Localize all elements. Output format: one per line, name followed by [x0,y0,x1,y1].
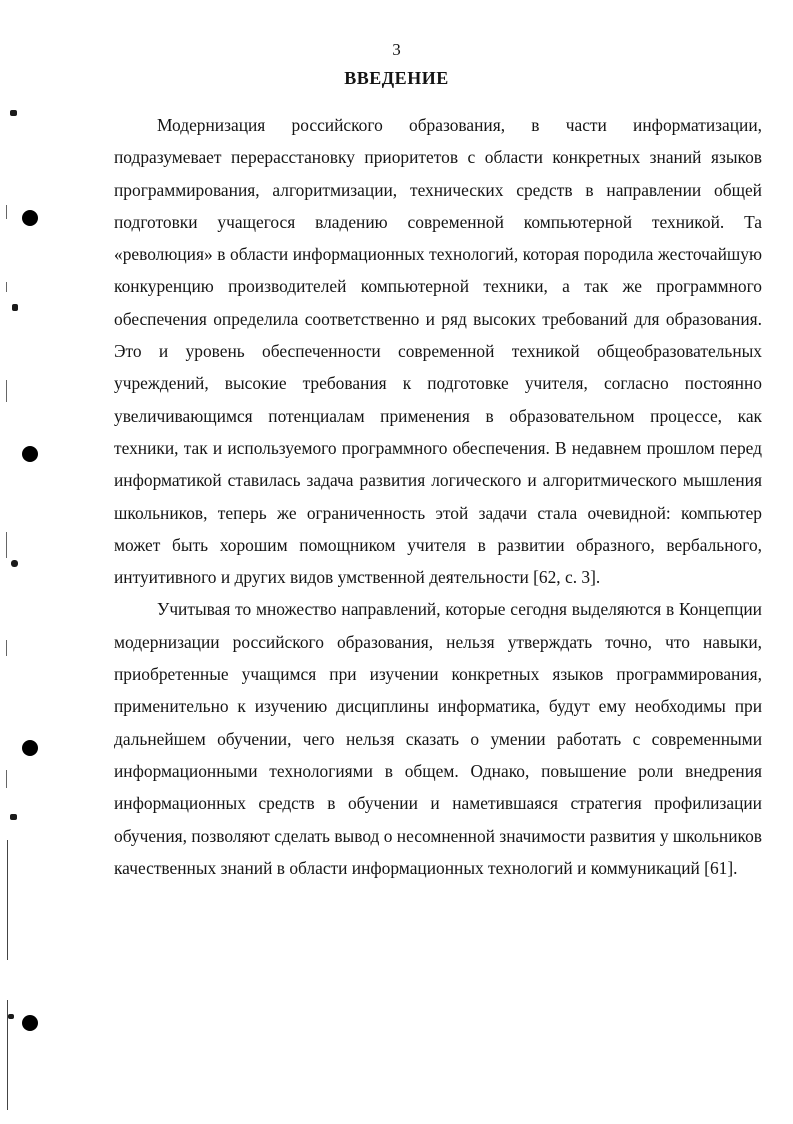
margin-tick [6,282,7,292]
margin-speck [11,560,18,567]
binding-hole [22,1015,38,1031]
margin-tick [6,532,7,558]
margin-tick [6,640,7,656]
paragraph-2: Учитывая то множество направлений, которые сегодня выделяются в Концепции модернизации российского образования, нельзя утверждать точно, что навыки, приобретенные учащимся при изучении конкретных языков программирования, применительно к изучению дисциплины информатика, будут ему необходимы при дальнейшем обучении, чего нельзя сказать о умении работать с современными информационными технологиями в общем. Однако, повышение роли внедрения информационных средств в обучении и наметившаяся стратегия профилизации обучения, позволяют сделать вывод о несомненной значимости развития у школьников качественных знаний в области информационных технологий и коммуникаций [61]. [114,599,762,878]
margin-speck [10,814,17,820]
paragraph-1: Модернизация российского образования, в части информатизации, подразумевает перерасстановку приоритетов с области конкретных знаний языков программирования, алгоритмизации, технических средств в направлении общей подготовки учащегося владению современной компьютерной техникой. Та «революция» в области информационных технологий, которая породила жесточайшую конкуренцию производителей компьютерной техники, а так же программного обеспечения определила соответственно и ряд высоких требований для образования. Это и уровень обеспеченности современной техникой общеобразовательных учреждений, высокие требования к подготовке учителя, согласно постоянно увеличивающимся потенциалам применения в образовательном процессе, как техники, так и используемого программного обеспечения. В недавнем прошлом перед информатикой ставилась задача развития логического и алгоритмического мышления школьников, теперь же ограниченность этой задачи стала очевидной: компьютер может быть хорошим помощником учителя в развитии образного, вербального, интуитивного и других видов умственной деятельности [62, с. 3]. [114,115,762,588]
page-title: ВВЕДЕНИЕ [344,68,449,88]
margin-tick [6,770,7,788]
body-text [114,109,762,884]
margin-speck [12,304,18,311]
binding-hole [22,446,38,462]
margin-tick [6,205,7,219]
binding-hole [22,740,38,756]
margin-speck [8,1014,14,1019]
binding-hole [22,210,38,226]
margin-edge-line [7,840,8,960]
margin-tick [6,380,7,402]
margin-speck [10,110,17,116]
margin-edge-line [7,1000,8,1110]
page-number: 3 [392,40,401,59]
